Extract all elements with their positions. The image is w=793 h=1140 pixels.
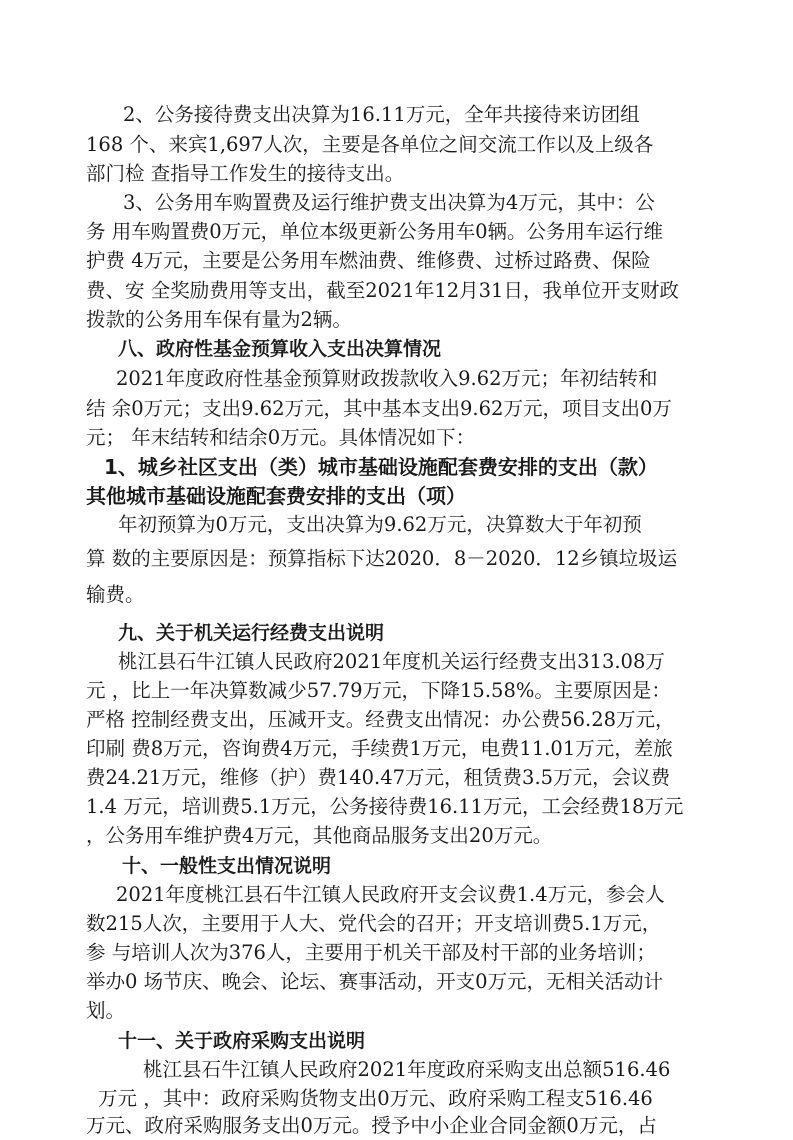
paragraph-line: 印刷 费8万元，咨询费4万元，手续费1万元，电费11.01万元，差旅 (86, 737, 673, 760)
paragraph-line: 部门检 查指导工作发生的接待支出。 (86, 162, 405, 185)
paragraph-line: 参 与培训人次为376人，主要用于机关干部及村干部的业务培训； (86, 941, 656, 964)
paragraph-line: 桃江县石牛江镇人民政府2021年度政府采购支出总额516.46 (143, 1058, 671, 1081)
paragraph-line: 万元 ，其中：政府采购货物支出0万元、政府采购工程支516.46 (98, 1087, 653, 1110)
paragraph-line: 万元、政府采购服务支出0万元。授予中小企业合同金额0万元，占 (86, 1114, 657, 1137)
paragraph-line: ，公务用车维护费4万元，其他商品服务支出20万元。 (86, 824, 553, 847)
paragraph-line: 划。 (86, 999, 126, 1022)
paragraph-line: 元； 年末结转和结余0万元。具体情况如下： (86, 426, 476, 449)
paragraph-line: 拨款的公务用车保有量为2辆。 (86, 308, 352, 331)
subsection-heading: 1、城乡社区支出（类）城市基础设施配套费安排的支出（款） (104, 455, 658, 479)
paragraph-line: 3、公务用车购置费及运行维护费支出决算为4万元，其中：公 (123, 191, 655, 214)
section-heading-8: 八、政府性基金预算收入支出决算情况 (118, 338, 442, 360)
paragraph-line: 1.4 万元，培训费5.1万元，公务接待费16.11万元，工会经费18万元 (86, 795, 684, 818)
paragraph-line: 168 个、来宾1,697人次，主要是各单位之间交流工作以及上级各 (86, 133, 654, 156)
paragraph-line: 元 ，比上一年决算数减少57.79万元，下降15.58%。主要原因是： (86, 679, 671, 702)
section-heading-10: 十、一般性支出情况说明 (122, 855, 332, 877)
paragraph-line: 算 数的主要原因是：预算指标下达2020．8－2020．12乡镇垃圾运 (86, 547, 678, 570)
paragraph-line: 举办0 场节庆、晚会、论坛、赛事活动，开支0万元，无相关活动计 (86, 970, 664, 993)
section-heading-11: 十一、关于政府采购支出说明 (118, 1030, 366, 1052)
paragraph-line: 桃江县石牛江镇人民政府2021年度机关运行经费支出313.08万 (118, 650, 665, 673)
paragraph-line: 2021年度政府性基金预算财政拨款收入9.62万元；年初结转和 (116, 367, 658, 390)
section-heading-9: 九、关于机关运行经费支出说明 (118, 622, 385, 644)
paragraph-line: 数215人次，主要用于人大、党代会的召开；开支培训费5.1万元， (86, 912, 662, 935)
paragraph-line: 严格 控制经费支出，压减开支。经费支出情况：办公费56.28万元， (86, 708, 675, 731)
paragraph-line: 护费 4万元，主要是公务用车燃油费、维修费、过桥过路费、保险 (86, 249, 651, 272)
paragraph-line: 费24.21万元，维修（护）费140.47万元，租赁费3.5万元，会议费 (86, 766, 671, 789)
paragraph-line: 2、公务接待费支出决算为16.11万元，全年共接待来访团组 (123, 103, 640, 126)
paragraph-line: 年初预算为0万元，支出决算为9.62万元，决算数大于年初预 (118, 513, 642, 536)
paragraph-line: 输费。 (86, 583, 145, 606)
paragraph-line: 结 余0万元；支出9.62万元，其中基本支出9.62万元，项目支出0万 (86, 397, 672, 420)
paragraph-line: 务 用车购置费0万元，单位本级更新公务用车0辆。公务用车运行维 (86, 220, 664, 243)
paragraph-line: 费、安 全奖励费用等支出，截至2021年12月31日，我单位开支财政 (86, 279, 679, 302)
subsection-heading: 其他城市基础设施配套费安排的支出（项） (86, 484, 466, 508)
paragraph-line: 2021年度桃江县石牛江镇人民政府开支会议费1.4万元，参会人 (116, 883, 665, 906)
